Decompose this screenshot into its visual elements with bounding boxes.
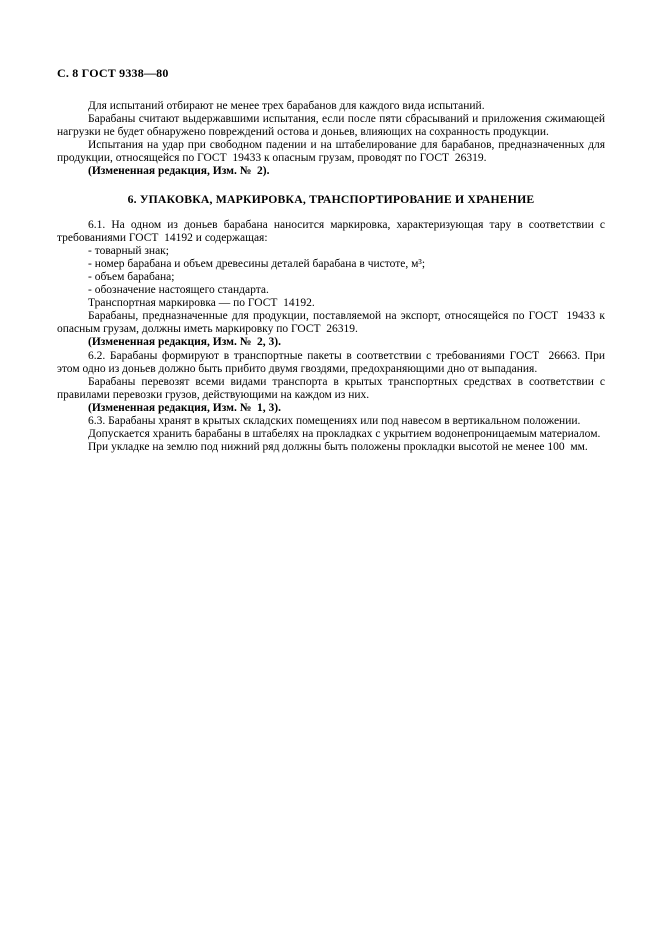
amendment-note: (Измененная редакция, Изм. № 2, 3). xyxy=(88,336,282,349)
page-header: С. 8 ГОСТ 9338—80 xyxy=(57,66,169,80)
paragraph: Для испытаний отбирают не менее трех барабанов для каждого вида испытаний. xyxy=(88,100,485,112)
list-item: - обозначение настоящего стандарта. xyxy=(88,284,269,297)
paragraph: 6.1. На одном из доньев барабана наносится маркировка, характеризующая тару в соответствии с требованиями ГОСТ 14192 и содержащая: xyxy=(57,218,605,244)
amendment-note: (Измененная редакция, Изм. № 2). xyxy=(88,165,270,178)
list-item: - номер барабана и объем древесины деталей барабана в чистоте, м³; xyxy=(88,257,426,270)
paragraph: При укладке на землю под нижний ряд должны быть положены прокладки высотой не менее 100 мм. xyxy=(88,441,588,454)
section-heading: 6. УПАКОВКА, МАРКИРОВКА, ТРАНСПОРТИРОВАНИЕ И ХРАНЕНИЕ xyxy=(127,192,535,206)
paragraph: Барабаны перевозят всеми видами транспорта в крытых транспортных средствах в соответствии с правилами перевозки грузов, действующими на каждом из них. xyxy=(57,375,605,401)
list-item: - объем барабана; xyxy=(88,270,175,283)
list-item: - товарный знак; xyxy=(88,244,169,257)
page-content xyxy=(57,67,605,454)
amendment-note: (Измененная редакция, Изм. № 1, 3). xyxy=(88,401,282,414)
paragraph: Допускается хранить барабаны в штабелях на прокладках с укрытием водонепроницаемым материалом. xyxy=(88,428,601,441)
paragraph: Транспортная маркировка — по ГОСТ 14192. xyxy=(88,297,315,310)
paragraph: Барабаны считают выдержавшими испытания, если после пяти сбрасываний и приложения сжимающей нагрузки не будет обнаружено повреждений остова и доньев, влияющих на сохранность продукции. xyxy=(57,113,605,139)
paragraph: Барабаны, предназначенные для продукции, поставляемой на экспорт, относящейся по ГОСТ 19433 к опасным грузам, должны иметь маркировку по ГОСТ 26319. xyxy=(57,310,605,336)
paragraph: 6.3. Барабаны хранят в крытых складских помещениях или под навесом в вертикальном положении. xyxy=(88,414,581,427)
paragraph: 6.2. Барабаны формируют в транспортные пакеты в соответствии с требованиями ГОСТ 26663. При этом одно из доньев должно быть прибито двумя гвоздями, предохраняющими дно от выпадания. xyxy=(57,349,605,375)
paragraph: Испытания на удар при свободном падении и на штабелирование для барабанов, предназначенных для продукции, относящейся по ГОСТ 19433 к опасным грузам, проводят по ГОСТ 26319. xyxy=(57,139,605,165)
